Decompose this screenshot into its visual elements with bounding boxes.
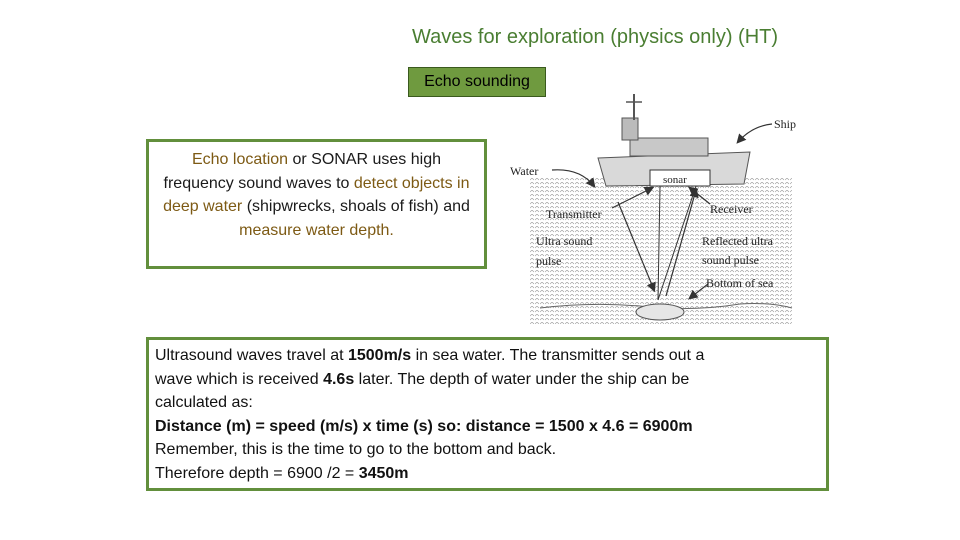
calc-text: Ultrasound waves travel at bbox=[155, 347, 348, 364]
pulse-label: Ultra sound bbox=[536, 234, 593, 248]
calc-line bbox=[155, 368, 820, 392]
ship-label: Ship bbox=[774, 117, 797, 131]
calc-text: later. The depth of water under the ship can be bbox=[354, 370, 690, 388]
formula-line bbox=[155, 415, 820, 439]
calc-line: Remember, this is the time to go to the bottom and back. bbox=[155, 441, 557, 459]
intro-text: or SONAR uses high frequency sound waves to bbox=[163, 151, 441, 192]
intro-text: (shipwrecks, shoals of fish) and bbox=[242, 198, 470, 215]
shipwreck-icon bbox=[636, 304, 684, 320]
water-label: Water bbox=[510, 164, 539, 178]
time-value: 4.6s bbox=[323, 370, 355, 388]
formula-text: Distance (m) = speed (m/s) x time (s) so: distance = 1500 x 4.6 = 6900m bbox=[155, 417, 693, 435]
sea-water bbox=[530, 178, 792, 324]
calculation-box bbox=[146, 337, 829, 491]
calc-text: wave which is received bbox=[155, 370, 324, 388]
calc-text: in sea water. The transmitter sends out a bbox=[411, 347, 705, 364]
reflected-label: Reflected ultra bbox=[702, 234, 773, 248]
bottom-label: Bottom of sea bbox=[706, 276, 774, 290]
pulse-label: pulse bbox=[536, 254, 562, 268]
intro-box bbox=[146, 139, 487, 269]
topic-label: Echo sounding bbox=[408, 67, 546, 97]
intro-highlight-echo-location: Echo location bbox=[191, 151, 289, 168]
calc-line bbox=[155, 344, 820, 368]
calc-text: Therefore depth = 6900 /2 = bbox=[155, 464, 359, 482]
ship-icon bbox=[598, 94, 750, 186]
receiver-label: Receiver bbox=[710, 202, 753, 216]
transmitter-label: Transmitter bbox=[546, 207, 602, 221]
page-title: Waves for exploration (physics only) (HT) bbox=[411, 26, 779, 48]
speed-value: 1500m/s bbox=[347, 347, 412, 364]
depth-value: 3450m bbox=[358, 464, 409, 482]
reflected-label: sound pulse bbox=[702, 253, 759, 267]
intro-highlight-detect: detect objects in deep water bbox=[163, 174, 470, 215]
intro-highlight-measure: measure water depth. bbox=[239, 221, 394, 239]
calc-line bbox=[155, 462, 820, 486]
sonar-diagram bbox=[500, 90, 810, 330]
calc-line: calculated as: bbox=[155, 394, 253, 412]
sonar-label: sonar bbox=[663, 174, 687, 186]
ship-pointer bbox=[738, 124, 772, 142]
